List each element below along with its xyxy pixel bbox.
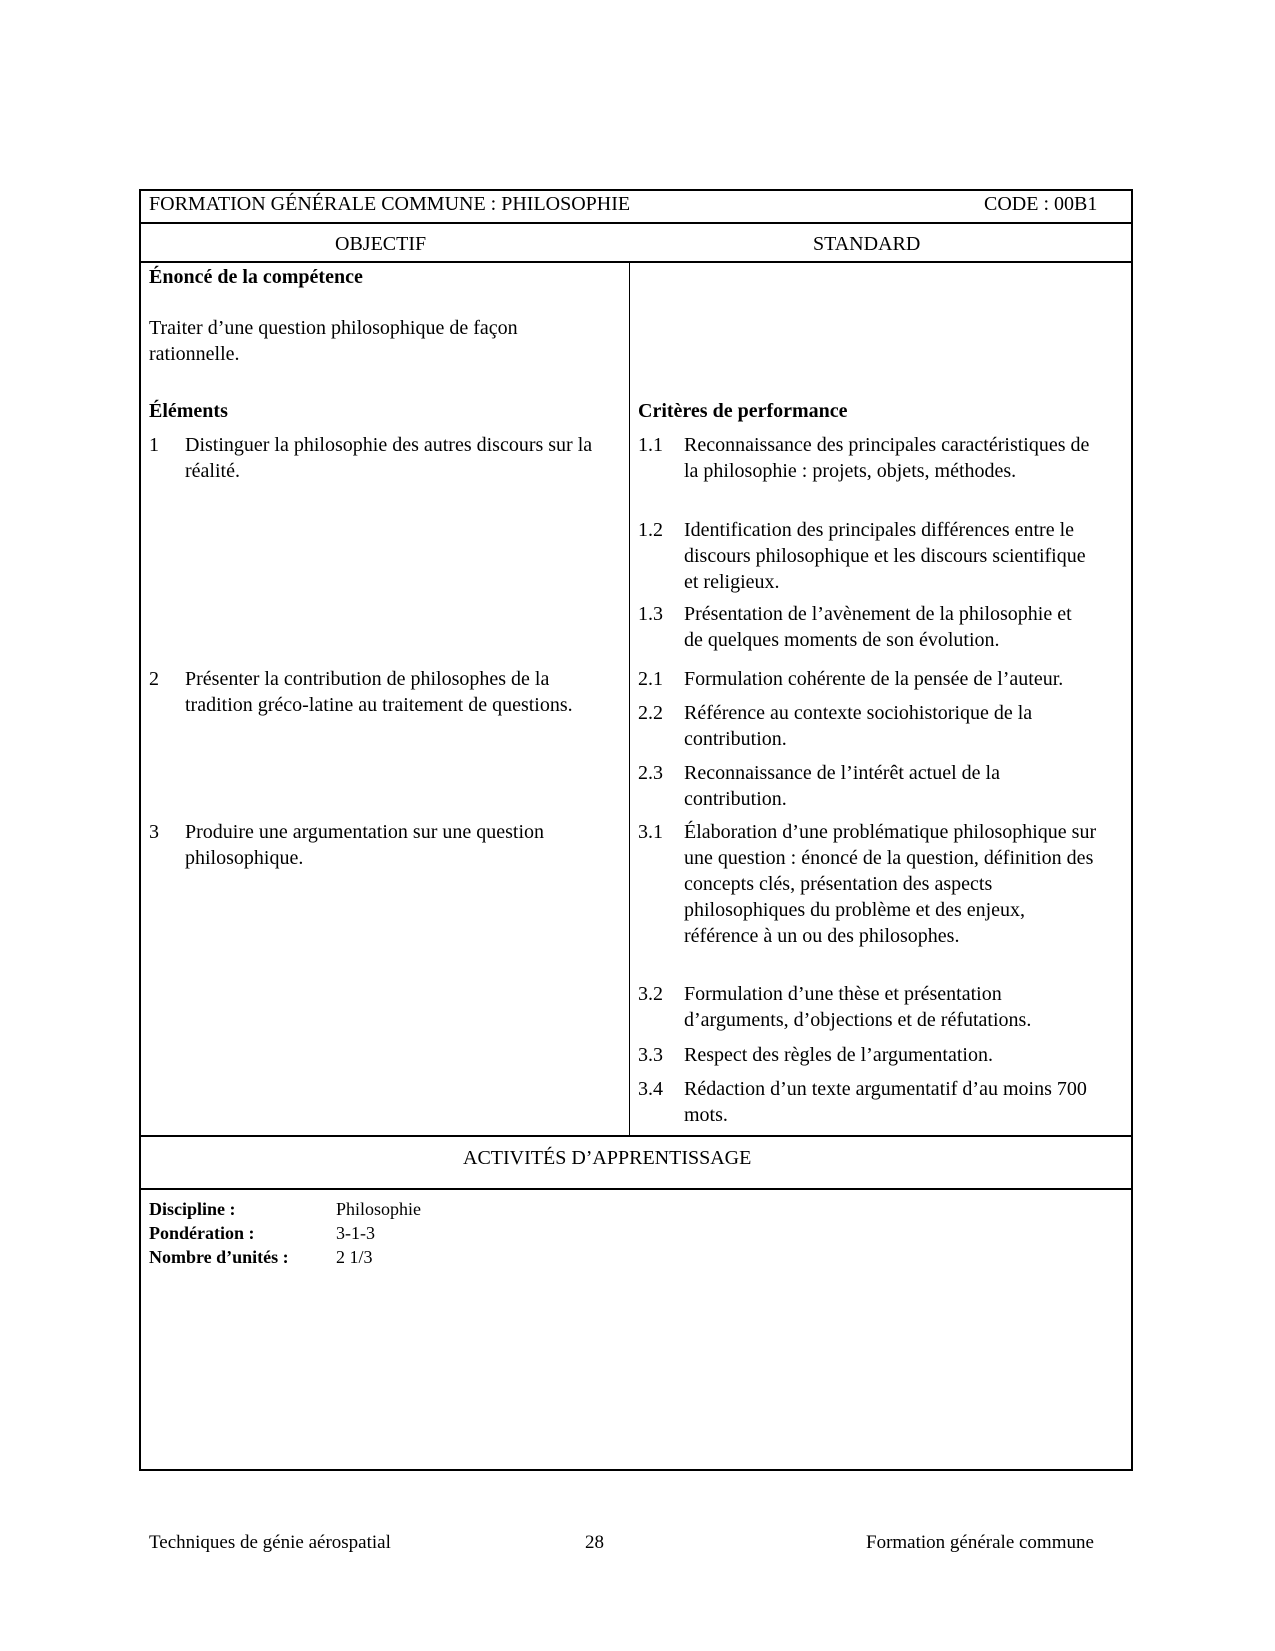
- competence-text: Traiter d’une question philosophique de façon rationnelle.: [149, 317, 518, 365]
- element-text: Présenter la contribution de philosophes de la tradition gréco-latine au traitement de questions.: [185, 668, 573, 716]
- criterion-number: 1.3: [638, 603, 663, 625]
- element-number: 2: [149, 668, 159, 690]
- course-title: FORMATION GÉNÉRALE COMMUNE : PHILOSOPHIE: [149, 193, 631, 215]
- footer-left: Techniques de génie aérospatial: [149, 1532, 391, 1553]
- element-text: Distinguer la philosophie des autres discours sur la réalité.: [185, 434, 593, 482]
- divider: [139, 261, 1133, 263]
- column-heading-objectif: OBJECTIF: [335, 233, 427, 255]
- element-number: 3: [149, 821, 159, 843]
- element-text: Produire une argumentation sur une question philosophique.: [185, 821, 545, 869]
- criterion-text: Élaboration d’une problématique philosophique sur une question : énoncé de la question, définition des concepts clés, présentation des aspects philosophiques du problème et des enjeux, référence à un ou des philosophes.: [684, 821, 1097, 947]
- units-value: 2 1/3: [336, 1247, 373, 1267]
- criterion-text: Référence au contexte sociohistorique de la contribution.: [684, 702, 1033, 750]
- criterion-number: 1.1: [638, 434, 663, 456]
- divider: [139, 1135, 1133, 1137]
- criterion-number: 3.4: [638, 1078, 663, 1100]
- divider: [139, 1188, 1133, 1190]
- criterion-number: 2.2: [638, 702, 663, 724]
- course-code: CODE : 00B1: [984, 193, 1098, 215]
- criterion-text: Formulation cohérente de la pensée de l’auteur.: [684, 668, 1064, 690]
- criterion-number: 3.2: [638, 983, 663, 1005]
- competence-heading: Énoncé de la compétence: [149, 266, 363, 288]
- criterion-text: Formulation d’une thèse et présentation d’arguments, d’objections et de réfutations.: [684, 983, 1032, 1031]
- criterion-text: Reconnaissance de l’intérêt actuel de la contribution.: [684, 762, 1000, 810]
- criterion-number: 3.3: [638, 1044, 663, 1066]
- criterion-number: 3.1: [638, 821, 663, 843]
- ponderation-value: 3-1-3: [336, 1223, 375, 1243]
- column-heading-standard: STANDARD: [813, 233, 921, 255]
- criteria-heading: Critères de performance: [638, 400, 848, 422]
- footer-page-number: 28: [585, 1532, 604, 1553]
- discipline-label: Discipline :: [149, 1199, 236, 1219]
- units-label: Nombre d’unités :: [149, 1247, 289, 1267]
- criterion-number: 2.3: [638, 762, 663, 784]
- activities-heading: ACTIVITÉS D’APPRENTISSAGE: [463, 1147, 752, 1169]
- criterion-text: Reconnaissance des principales caractéristiques de la philosophie : projets, objets, méthodes.: [684, 434, 1090, 482]
- criterion-text: Identification des principales différences entre le discours philosophique et les discours scientifique et religieux.: [684, 519, 1086, 593]
- criterion-text: Rédaction d’un texte argumentatif d’au moins 700 mots.: [684, 1078, 1087, 1126]
- footer-right: Formation générale commune: [866, 1532, 1094, 1553]
- divider: [139, 222, 1133, 224]
- criterion-text: Présentation de l’avènement de la philosophie et de quelques moments de son évolution.: [684, 603, 1072, 651]
- criterion-number: 1.2: [638, 519, 663, 541]
- discipline-value: Philosophie: [336, 1199, 422, 1219]
- elements-heading: Éléments: [149, 400, 228, 422]
- element-number: 1: [149, 434, 159, 456]
- column-divider: [629, 262, 630, 1135]
- ponderation-label: Pondération :: [149, 1223, 255, 1243]
- criterion-text: Respect des règles de l’argumentation.: [684, 1044, 993, 1066]
- criterion-number: 2.1: [638, 668, 663, 690]
